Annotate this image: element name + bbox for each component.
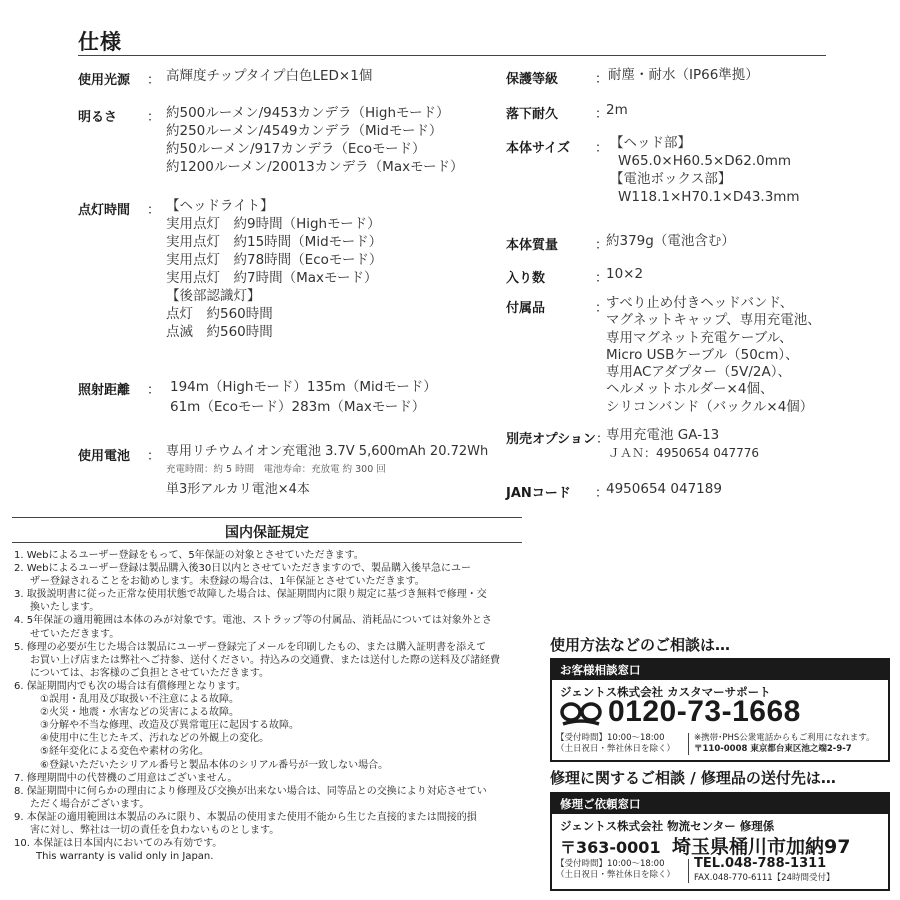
spec-label-quantity: 入り数: [506, 271, 546, 286]
spec-label-protection: 保護等級: [506, 72, 559, 87]
spec-label-beam-distance: 照射距離: [78, 383, 131, 398]
spec-label-light-source: 使用光源: [78, 73, 131, 88]
spec-colon: ：: [147, 110, 161, 125]
warranty-rule-bottom: [12, 542, 522, 543]
spec-colon: ：: [595, 486, 609, 501]
spec-label-run-time: 点灯時間: [78, 203, 131, 218]
warranty-line: This warranty is valid only in Japan.: [36, 851, 214, 863]
spec-colon: ：: [147, 203, 161, 218]
warranty-line: については、お客様のご負担とさせていただきます。: [30, 667, 269, 679]
spec-value-accessories: すべり止め付きヘッドバンド、 マグネットキャップ、専用充電池、 専用マグネット充電ケーブル、 Micro USBケーブル（50cm）、 専用ACアダプター（5V/2A）、 ヘルメットホルダー×4個、 シリコンバンド（バックル×4個）: [606, 295, 821, 415]
warranty-line: ③分解や不当な修理、改造及び異常電圧に起因する故障。: [40, 720, 299, 732]
warranty-line: 9. 本保証の適用範囲は本製品のみに限り、本製品の使用また使用不能から生じた直接的または間接的損: [14, 811, 477, 823]
spec-value-protection: 耐塵・耐水（IP66準拠）: [608, 67, 759, 83]
title-divider: [78, 55, 826, 56]
warranty-line: 3. 取扱説明書に従った正常な使用状態で故障した場合は、保証期間内に限り規定に基づき無料で修理・交: [14, 589, 487, 601]
spec-label-jan: JANコード: [506, 486, 571, 501]
spec-colon: ：: [147, 449, 161, 464]
warranty-line: 10. 本保証は日本国内においてのみ有効です。: [14, 838, 223, 850]
warranty-line: せていただきます。: [30, 628, 120, 640]
spec-value-options: 専用充電池 GA-13 ＪＡＮ：4950654 047776: [606, 427, 760, 460]
free-dial-icon: [560, 701, 602, 727]
spec-label-battery: 使用電池: [78, 449, 131, 464]
spec-label-size: 本体サイズ: [506, 141, 570, 156]
consult-tel[interactable]: 0120-73-1668: [608, 695, 801, 728]
warranty-line: ザー登録されることをお勧めします。未登録の場合は、1年保証とさせていただきます。: [30, 576, 425, 588]
repair-tel[interactable]: TEL.048-788-1311: [694, 856, 827, 871]
spec-value-light-source: 高輝度チップタイプ白色LED×1個: [166, 68, 373, 84]
spec-value-quantity: 10×2: [606, 266, 644, 282]
spec-value-weight: 約379g（電池含む）: [606, 233, 735, 249]
spec-label-accessories: 付属品: [506, 301, 546, 316]
warranty-line: 1. Webによるユーザー登録をもって、5年保証の対象とさせていただきます。: [14, 550, 364, 561]
consult-divider: [688, 733, 689, 755]
consult-bar: お客様相談窓口: [552, 660, 888, 680]
spec-label-options: 別売オプション: [506, 432, 596, 447]
repair-box: [550, 792, 890, 891]
repair-divider: [688, 859, 689, 883]
spec-colon: ：: [595, 141, 609, 156]
warranty-list: [14, 549, 529, 863]
spec-colon: ：: [147, 383, 161, 398]
warranty-line: 6. 保証期間内でも次の場合は有償修理となります。: [14, 680, 246, 692]
warranty-line: 2. Webによるユーザー登録は製品購入後30日以内とさせていただきますので、製品購入後早急にユー: [14, 563, 472, 575]
warranty-line: ⑥登録いただいたシリアル番号と製品本体のシリアル番号が一致しない場合。: [40, 759, 389, 771]
warranty-line: 換いたします。: [30, 602, 100, 614]
spec-colon: ：: [147, 73, 161, 88]
spec-value-run-time: 【ヘッドライト】 実用点灯 約9時間（Highモード） 実用点灯 約15時間（Midモード） 実用点灯 約78時間（Ecoモード） 実用点灯 約7時間（Maxモード） 【後部認識灯】 点灯 約560時間 点滅 約560時間: [166, 198, 383, 340]
warranty-line: ただく場合がございます。: [30, 798, 150, 810]
warranty-line: ①誤用・乱用及び取扱い不注意による故障。: [40, 694, 239, 706]
spec-colon: ：: [595, 271, 609, 286]
consult-address: ※携帯･PHS公衆電話からもご利用になれます。 〒110-0008 東京都台東区池之端2-9-7: [694, 733, 875, 754]
spec-value-brightness: 約500ルーメン/9453カンデラ（Highモード） 約250ルーメン/4549カンデラ（Midモード） 約50ルーメン/917カンデラ（Ecoモード） 約1200ルーメン/20013カンデラ（Maxモード）: [166, 105, 464, 175]
spec-colon: ：: [595, 72, 609, 87]
warranty-line: ⑤経年変化による変色や素材の劣化。: [40, 746, 209, 758]
warranty-line: 害に対し、弊社は一切の責任を負わないものとします。: [30, 824, 280, 836]
page-title: 仕様: [78, 30, 122, 54]
spec-value-size: 【ヘッド部】 W65.0×H60.5×D62.0mm 【電池ボックス部】 W118.1×H70.1×D43.3mm: [610, 135, 800, 205]
warranty-line: 7. 修理期間中の代替機のご用意はございません。: [14, 772, 238, 784]
repair-hours: 【受付時間】10:00〜18:00 （土日祝日・弊社休日を除く）: [556, 859, 676, 880]
consult-heading: 使用方法などのご相談は…: [550, 636, 731, 654]
warranty-line: お買い上げ店または弊社へご持参、送付ください。持込みの交通費、または送付した際の送料及び諸経費: [30, 654, 500, 666]
warranty-line: ④使用中に生じたキズ、汚れなどの外観上の変化。: [40, 733, 270, 745]
warranty-line: 4. 5年保証の適用範囲は本体のみが対象です。電池、ストラップ等の付属品、消耗品については対象外とさ: [14, 615, 492, 627]
spec-label-weight: 本体質量: [506, 238, 559, 253]
consult-hours: 【受付時間】10:00〜18:00 （土日祝日・弊社休日を除く）: [556, 733, 676, 754]
repair-fax: FAX.048-770-6111【24時間受付】: [694, 873, 835, 883]
spec-colon: ：: [596, 432, 610, 447]
warranty-line: ②火災・地震・水害などの災害による故障。: [40, 707, 239, 719]
warranty-line: 8. 保証期間中に何らかの理由により修理及び交換が出来ない場合は、同等品との交換により対応させてい: [14, 785, 487, 797]
consult-company: ジェントス株式会社 カスタマーサポート: [560, 685, 771, 699]
repair-company: ジェントス株式会社 物流センター 修理係: [560, 819, 775, 833]
spec-value-jan: 4950654 047189: [606, 481, 722, 497]
repair-postal: 〒363-0001: [560, 838, 661, 857]
spec-value-drop: 2m: [606, 102, 628, 118]
spec-label-drop: 落下耐久: [506, 107, 559, 122]
spec-value-battery: 専用リチウムイオン充電池 3.7V 5,600mAh 20.72Wh 充電時間：約 5 時間 電池寿命：充放電 約 300 回 単3形アルカリ電池×4本: [166, 444, 489, 497]
spec-label-brightness: 明るさ: [78, 110, 118, 125]
spec-colon: ：: [595, 238, 609, 253]
repair-heading: 修理に関するご相談 / 修理品の送付先は…: [550, 769, 836, 787]
repair-address: 埼玉県桶川市加納97: [672, 836, 851, 858]
repair-bar: 修理ご依頼窓口: [552, 794, 888, 814]
spec-value-beam-distance: 194m（Highモード）135m（Midモード） 61m（Ecoモード）283m（Maxモード）: [170, 379, 437, 415]
warranty-line: 5. 修理の必要が生じた場合は製品にユーザー登録完了メールを印刷したもの、または購入証明書を添えて: [14, 641, 487, 653]
spec-colon: ：: [595, 301, 609, 316]
warranty-title: 国内保証規定: [225, 525, 309, 541]
warranty-rule-top: [12, 517, 522, 518]
spec-colon: ：: [595, 107, 609, 122]
consult-box: [550, 658, 890, 762]
